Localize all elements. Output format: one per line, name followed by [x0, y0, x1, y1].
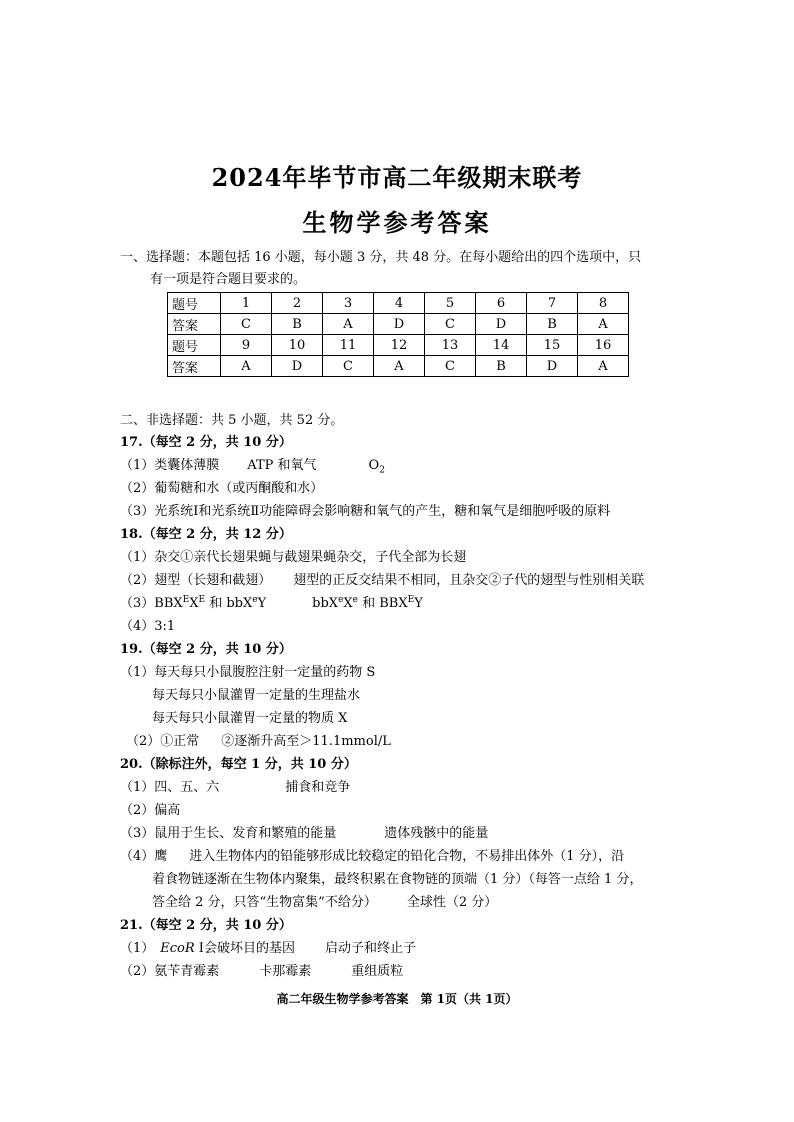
table-cell: 8: [578, 293, 629, 314]
page-footer: 高二年级生物学参考答案 第 1页（共 1页）: [276, 992, 518, 1006]
genotype-text: Y: [257, 596, 267, 611]
q20-6b: 全球性（2 分）: [406, 895, 498, 910]
q20-4a: （4）鹰: [120, 849, 168, 864]
table-cell: 6: [476, 293, 527, 314]
q17-1c: O: [368, 458, 380, 473]
q20-answer-5: 着食物链逐渐在生物体内聚集，最终积累在食物链的顶端（1 分）（每答一点给 1 分，: [152, 872, 643, 887]
q18-2a: （2）翅型（长翅和截翅）: [120, 573, 272, 588]
q21-answer-2: [120, 963, 403, 981]
table-cell: A: [374, 356, 425, 377]
genotype-text: 和 bbX: [205, 596, 253, 611]
table-row: [168, 335, 629, 356]
table-cell: 14: [476, 335, 527, 356]
table-row: [168, 314, 629, 335]
table-cell: A: [221, 356, 272, 377]
section1-instruction-line2: 有一项是符合题目要求的。: [150, 272, 307, 287]
section1-instruction-line1: 一、选择题：本题包括 16 小题，每小题 3 分，共 48 分。在每小题给出的四个选项中，只: [120, 250, 642, 265]
table-cell: C: [323, 356, 374, 377]
genotype-text: X: [343, 596, 353, 611]
q20-answer-3: [120, 825, 488, 843]
q19-answer-1: （1）每天每只小鼠腹腔注射一定量的药物 S: [120, 665, 376, 680]
table-cell: C: [425, 314, 476, 335]
table-cell: 7: [527, 293, 578, 314]
table-cell: 15: [527, 335, 578, 356]
q19-answer-4: [126, 733, 391, 751]
q20-answer-2: （2）偏高: [120, 803, 181, 818]
q18-answer-3: $(3)BBX^EX^E$ 和 bbX$^e$Y bbX$^e$Xe 和 $BBX^EY$: [120, 595, 423, 611]
q21-answer-1: [120, 940, 416, 958]
q17-answer-1: （1）类囊体薄膜 ATP 和氧气 $O_2$: [120, 458, 385, 476]
q21-2b: 卡那霉素: [259, 964, 312, 979]
table-cell: A: [578, 314, 629, 335]
table-cell: 9: [221, 335, 272, 356]
table-cell: 5: [425, 293, 476, 314]
q17-1b: ATP 和氧气: [247, 458, 317, 473]
q20-answer-1: [120, 779, 350, 797]
q18-heading: 18.（每空 2 分，共 12 分）: [120, 527, 292, 542]
table-cell: 11: [323, 335, 374, 356]
q20-6a: 答全给 2 分，只答“生物富集”不给分）: [152, 895, 377, 910]
table-cell: A: [578, 356, 629, 377]
q21-enzyme-name: EcoR: [160, 941, 195, 956]
table-cell: C: [425, 356, 476, 377]
table-cell: B: [527, 314, 578, 335]
table-cell: C: [221, 314, 272, 335]
q19-4b: ②逐渐升高至＞11.1mmol/L: [221, 734, 391, 749]
q20-4b: 进入生物体内的铅能够形成比较稳定的铅化合物，不易排出体外（1 分），沿: [189, 849, 625, 864]
table-cell: 题号: [168, 293, 221, 314]
table-cell: 3: [323, 293, 374, 314]
table-cell: A: [323, 314, 374, 335]
q18-answer-2: [120, 572, 644, 590]
table-cell: 1: [221, 293, 272, 314]
q18-answer-4: （4）3:1: [120, 619, 176, 634]
q19-answer-3: 每天每只小鼠灌胃一定量的物质 X: [152, 711, 348, 726]
table-row: [168, 356, 629, 377]
q18-2b: 翅型的正反交结果不相同，且杂交②子代的翅型与性别相关联: [293, 573, 645, 588]
table-cell: D: [527, 356, 578, 377]
page-subtitle: 生物学参考答案: [302, 208, 492, 237]
table-cell: 4: [374, 293, 425, 314]
q17-heading: 17.（每空 2 分，共 10 分）: [120, 435, 292, 450]
q20-1a: （1）四、五、六: [120, 780, 220, 795]
genotype-text: 和 BBX: [357, 596, 408, 611]
q20-3a: （3）鼠用于生长、发育和繁殖的能量: [120, 826, 337, 841]
table-cell: 题号: [168, 335, 221, 356]
q20-1b: 捕食和竞争: [285, 780, 351, 795]
section2-heading: 二、非选择题：共 5 小题，共 52 分。: [120, 413, 344, 428]
genotype-text: （3）BBX: [120, 596, 183, 611]
table-cell: 2: [272, 293, 323, 314]
table-cell: 16: [578, 335, 629, 356]
answer-table: [167, 292, 629, 377]
table-cell: D: [272, 356, 323, 377]
table-row: [168, 293, 629, 314]
q19-4a: （2）①正常: [126, 734, 200, 749]
q19-answer-2: 每天每只小鼠灌胃一定量的生理盐水: [152, 688, 361, 703]
q21-2c: 重组质粒: [351, 964, 404, 979]
genotype-text: Y: [414, 596, 423, 611]
table-cell: D: [374, 314, 425, 335]
q21-heading: 21.（每空 2 分，共 10 分）: [120, 918, 292, 933]
table-cell: 12: [374, 335, 425, 356]
table-cell: 答案: [168, 314, 221, 335]
q17-1a: （1）类囊体薄膜: [120, 458, 220, 473]
table-cell: B: [476, 356, 527, 377]
q21-1c: Ⅰ会破坏目的基因: [194, 941, 295, 956]
table-cell: 答案: [168, 356, 221, 377]
q17-answer-3: （3）光系统Ⅰ和光系统Ⅱ功能障碍会影响糖和氧气的产生，糖和氧气是细胞呼吸的原料: [120, 504, 611, 519]
table-cell: D: [476, 314, 527, 335]
q21-1d: 启动子和终止子: [324, 941, 416, 956]
q20-3b: 遗体残骸中的能量: [384, 826, 489, 841]
table-cell: 13: [425, 335, 476, 356]
q18-answer-1: （1）杂交①亲代长翅果蝇与截翅果蝇杂交，子代全部为长翅: [120, 550, 467, 565]
q20-answer-4: [120, 848, 624, 866]
q20-heading: 20.（除标注外，每空 1 分，共 10 分）: [120, 757, 357, 772]
genotype-text: X: [189, 596, 199, 611]
q21-1a: （1）: [120, 941, 155, 956]
genotype-text: bbX: [312, 596, 339, 611]
q20-answer-6: [152, 894, 497, 912]
q17-answer-2: （2）葡萄糖和水（或丙酮酸和水）: [120, 481, 324, 496]
table-cell: 10: [272, 335, 323, 356]
q21-2a: （2）氨苄青霉素: [120, 964, 220, 979]
table-cell: B: [272, 314, 323, 335]
q19-heading: 19.（每空 2 分，共 10 分）: [120, 642, 292, 657]
page-title: 2024年毕节市高二年级期末联考: [211, 163, 583, 192]
